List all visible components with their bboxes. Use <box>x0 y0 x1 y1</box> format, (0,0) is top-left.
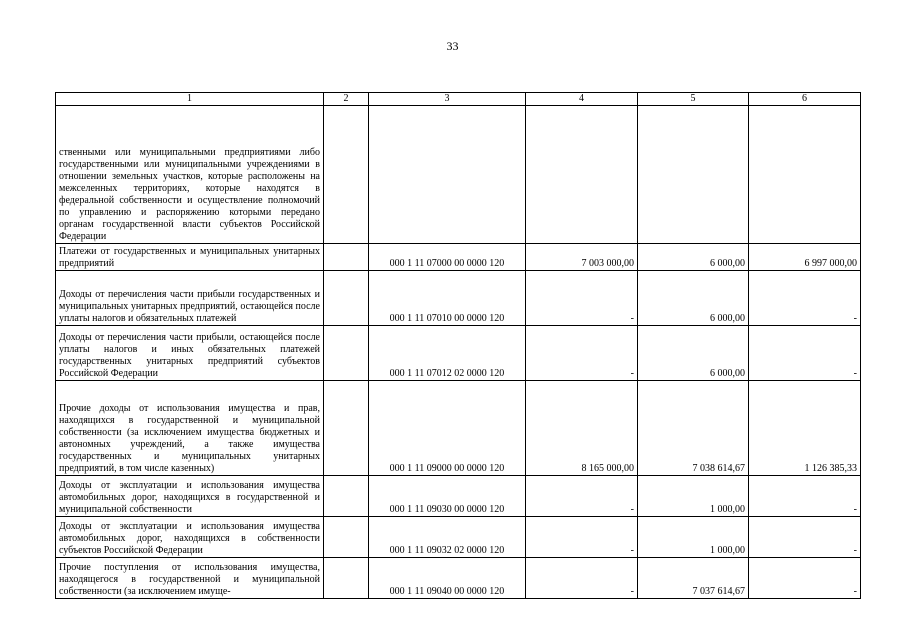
table-row <box>56 476 861 517</box>
row-description: Доходы от эксплуатации и использования имущества автомобильных дорог, находящихся в собственности субъектов Российской Федерации <box>56 517 324 558</box>
row-value-5: 7 037 614,67 <box>638 558 749 599</box>
row-code: 000 1 11 09040 00 0000 120 <box>369 558 526 599</box>
row-description: Доходы от перечисления части прибыли, остающейся после уплаты налогов и иных обязательных платежей государственных унитарных предприятий субъектов Российской Федерации <box>56 326 324 381</box>
row-description: Доходы от перечисления части прибыли государственных и муниципальных унитарных предприятий, остающейся после уплаты налогов и обязательных платежей <box>56 271 324 326</box>
header-col-5: 5 <box>638 93 749 106</box>
row-value-5 <box>638 106 749 244</box>
row-value-6 <box>749 106 861 244</box>
header-col-2: 2 <box>324 93 369 106</box>
row-value-4: - <box>526 476 638 517</box>
row-code: 000 1 11 07000 00 0000 120 <box>369 244 526 271</box>
row-value-4: - <box>526 271 638 326</box>
row-col2 <box>324 476 369 517</box>
row-value-5: 6 000,00 <box>638 271 749 326</box>
row-code: 000 1 11 09030 00 0000 120 <box>369 476 526 517</box>
row-col2 <box>324 326 369 381</box>
row-value-6: - <box>749 517 861 558</box>
row-col2 <box>324 558 369 599</box>
table-row <box>56 106 861 244</box>
header-col-1: 1 <box>56 93 324 106</box>
row-value-4: - <box>526 517 638 558</box>
row-value-4: 7 003 000,00 <box>526 244 638 271</box>
header-col-3: 3 <box>369 93 526 106</box>
row-code: 000 1 11 09000 00 0000 120 <box>369 381 526 476</box>
row-value-6: - <box>749 558 861 599</box>
row-value-4 <box>526 106 638 244</box>
table-row <box>56 517 861 558</box>
row-value-4: - <box>526 326 638 381</box>
row-description: ственными или муниципальными предприятиями либо государственными или муниципальными учреждениями в отношении земельных участков, которые расположены на межселенных территориях, которые находятся в федеральной собственности и осуществление полномочий по управлению и распоряжению которыми передано органам государственной власти субъектов Российской Федерации <box>56 106 324 244</box>
table-row <box>56 244 861 271</box>
page-number: 33 <box>446 39 459 53</box>
row-code: 000 1 11 07012 02 0000 120 <box>369 326 526 381</box>
row-col2 <box>324 106 369 244</box>
row-description: Платежи от государственных и муниципальных унитарных предприятий <box>56 244 324 271</box>
row-value-6: 1 126 385,33 <box>749 381 861 476</box>
row-col2 <box>324 271 369 326</box>
row-value-5: 6 000,00 <box>638 244 749 271</box>
row-value-6: - <box>749 271 861 326</box>
row-value-6: 6 997 000,00 <box>749 244 861 271</box>
row-value-6: - <box>749 326 861 381</box>
budget-revenue-table <box>55 92 861 599</box>
table-row <box>56 271 861 326</box>
row-description: Прочие доходы от использования имущества и прав, находящихся в государственной и муниципальной собственности (за исключением имущества бюджетных и автономных учреждений, а также имущества государственных и муниципальных унитарных предприятий, в том числе казенных) <box>56 381 324 476</box>
row-description: Доходы от эксплуатации и использования имущества автомобильных дорог, находящихся в государственной и муниципальной собственности <box>56 476 324 517</box>
row-code <box>369 106 526 244</box>
row-value-5: 1 000,00 <box>638 517 749 558</box>
row-value-6: - <box>749 476 861 517</box>
row-value-4: 8 165 000,00 <box>526 381 638 476</box>
row-code: 000 1 11 09032 02 0000 120 <box>369 517 526 558</box>
header-col-6: 6 <box>749 93 861 106</box>
row-col2 <box>324 244 369 271</box>
row-col2 <box>324 381 369 476</box>
row-description: Прочие поступления от использования имущества, находящегося в государственной и муниципальной собственности (за исключением имуще- <box>56 558 324 599</box>
row-value-5: 1 000,00 <box>638 476 749 517</box>
header-row <box>56 93 861 106</box>
row-value-5: 6 000,00 <box>638 326 749 381</box>
row-value-4: - <box>526 558 638 599</box>
row-value-5: 7 038 614,67 <box>638 381 749 476</box>
table-row <box>56 381 861 476</box>
table-row <box>56 558 861 599</box>
header-col-4: 4 <box>526 93 638 106</box>
table-row <box>56 326 861 381</box>
row-code: 000 1 11 07010 00 0000 120 <box>369 271 526 326</box>
row-col2 <box>324 517 369 558</box>
